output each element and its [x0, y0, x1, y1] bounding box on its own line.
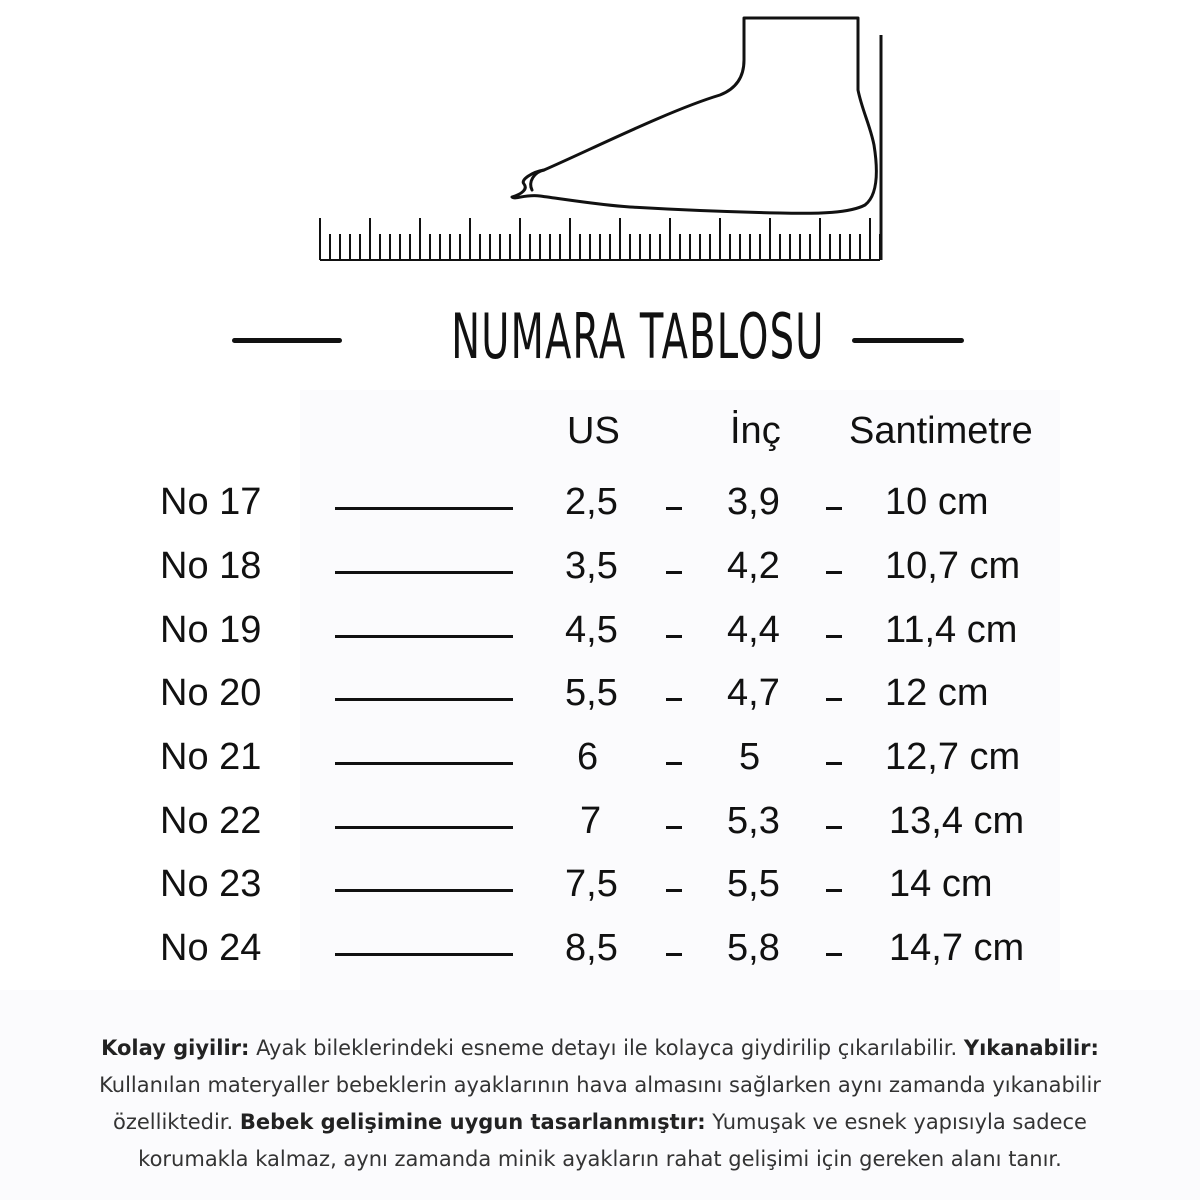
ruler-icon: [320, 218, 880, 260]
row-rule: [335, 571, 513, 574]
size-label: No 23: [160, 863, 262, 905]
size-cm: 14,7 cm: [889, 927, 1025, 969]
col-head-us: US: [567, 410, 620, 452]
row-rule: [335, 762, 513, 765]
size-us: 2,5: [565, 481, 618, 523]
size-label: No 20: [160, 672, 262, 714]
separator-dash: [666, 635, 682, 638]
size-row: [0, 916, 1200, 980]
size-us: 8,5: [565, 927, 618, 969]
size-row: [0, 725, 1200, 789]
row-rule: [335, 826, 513, 829]
size-us: 4,5: [565, 609, 618, 651]
size-cm: 10,7 cm: [885, 545, 1021, 587]
size-row: [0, 598, 1200, 662]
row-rule: [335, 889, 513, 892]
size-cm: 13,4 cm: [889, 800, 1025, 842]
separator-dash: [826, 826, 842, 829]
feature-text-washable: Kullanılan materyaller bebeklerin ayaklarının hava almasını sağlarken aynı zamanda yıkanabilir özelliktedir.: [99, 1073, 1101, 1134]
row-rule: [335, 953, 513, 956]
size-label: No 19: [160, 609, 262, 651]
col-head-inch: İnç: [730, 410, 781, 452]
separator-dash: [666, 507, 682, 510]
size-row: [0, 661, 1200, 725]
size-cm: 12 cm: [885, 672, 989, 714]
size-inch: 4,7: [727, 672, 780, 714]
feature-text-development: Yumuşak ve esnek yapısıyla sadece korumakla kalmaz, aynı zamanda minik ayakların rahat gelişimi için gereken alanı tanır.: [138, 1110, 1087, 1171]
separator-dash: [666, 762, 682, 765]
separator-dash: [826, 507, 842, 510]
separator-dash: [666, 698, 682, 701]
foot-ruler-illustration: [300, 10, 900, 270]
size-label: No 22: [160, 800, 262, 842]
size-row: [0, 852, 1200, 916]
separator-dash: [666, 889, 682, 892]
feature-title-development: Bebek gelişimine uygun tasarlanmıştır:: [239, 1110, 706, 1134]
separator-dash: [826, 635, 842, 638]
row-rule: [335, 635, 513, 638]
size-label: No 21: [160, 736, 262, 778]
size-label: No 17: [160, 481, 262, 523]
page-title: NUMARA TABLOSU: [451, 300, 825, 373]
separator-dash: [826, 953, 842, 956]
separator-dash: [666, 826, 682, 829]
separator-dash: [666, 571, 682, 574]
product-description: [70, 1030, 1130, 1178]
feature-title-washable: Yıkanabilir:: [963, 1036, 1099, 1060]
row-rule: [335, 698, 513, 701]
size-cm: 12,7 cm: [885, 736, 1021, 778]
separator-dash: [826, 571, 842, 574]
size-row: [0, 789, 1200, 853]
size-us: 3,5: [565, 545, 618, 587]
size-inch: 4,2: [727, 545, 780, 587]
separator-dash: [826, 889, 842, 892]
size-cm: 10 cm: [885, 481, 989, 523]
size-inch: 5,5: [727, 863, 780, 905]
separator-dash: [826, 762, 842, 765]
title-line-left: [232, 338, 342, 343]
feature-text-easy-wear: Ayak bileklerindeki esneme detayı ile kolayca giydirilip çıkarılabilir.: [249, 1036, 964, 1060]
feature-title-easy-wear: Kolay giyilir:: [101, 1036, 250, 1060]
size-label: No 18: [160, 545, 262, 587]
size-inch: 5: [739, 736, 761, 778]
size-us: 7,5: [565, 863, 618, 905]
size-label: No 24: [160, 927, 262, 969]
size-row: [0, 534, 1200, 598]
separator-dash: [666, 953, 682, 956]
title-line-right: [852, 338, 964, 343]
size-us: 6: [577, 736, 599, 778]
size-inch: 3,9: [727, 481, 780, 523]
separator-dash: [826, 698, 842, 701]
row-rule: [335, 507, 513, 510]
size-cm: 14 cm: [889, 863, 993, 905]
size-cm: 11,4 cm: [885, 609, 1018, 651]
size-inch: 5,8: [727, 927, 780, 969]
title-block: [0, 300, 1200, 380]
foot-icon: [512, 18, 876, 213]
size-us: 7: [580, 800, 602, 842]
col-head-cm: Santimetre: [849, 410, 1033, 452]
size-us: 5,5: [565, 672, 618, 714]
size-inch: 4,4: [727, 609, 780, 651]
size-inch: 5,3: [727, 800, 780, 842]
size-row: [0, 470, 1200, 534]
